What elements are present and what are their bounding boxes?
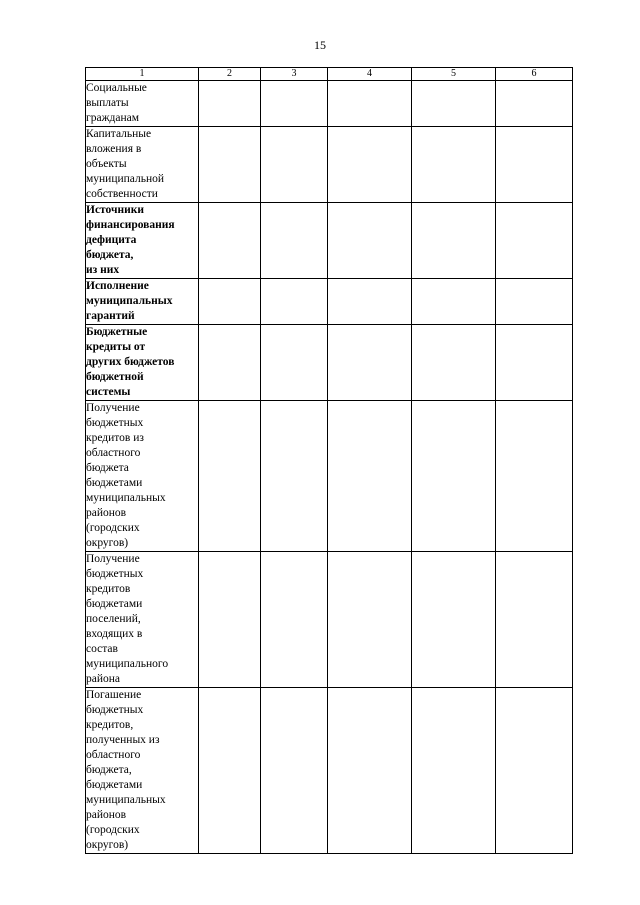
- cell-col-5: [412, 325, 496, 401]
- row-label-line: округов): [86, 839, 129, 851]
- row-label-line: муниципального: [86, 658, 169, 670]
- row-label-line: бюджетами: [86, 779, 143, 791]
- row-label-line: бюджета: [86, 462, 129, 474]
- cell-col-5: [412, 552, 496, 688]
- cell-col-2: [199, 325, 261, 401]
- cell-col-2: [199, 688, 261, 854]
- cell-col-5: [412, 81, 496, 127]
- row-label-line: объекты: [86, 158, 127, 170]
- column-header-2: 2: [199, 68, 261, 81]
- column-header-3: 3: [261, 68, 328, 81]
- cell-col-4: [328, 279, 412, 325]
- row-label-line: кредитов,: [86, 719, 134, 731]
- table-row: [86, 127, 573, 203]
- cell-col-3: [261, 81, 328, 127]
- table-row: [86, 279, 573, 325]
- cell-col-5: [412, 279, 496, 325]
- row-label-line: системы: [86, 386, 131, 398]
- cell-col-3: [261, 688, 328, 854]
- row-label-line: бюджетной: [86, 371, 144, 383]
- cell-col-2: [199, 81, 261, 127]
- row-label-line: муниципальных: [86, 794, 166, 806]
- row-label-line: района: [86, 673, 121, 685]
- table-row: [86, 552, 573, 688]
- row-label-line: гражданам: [86, 112, 140, 124]
- row-label-line: Получение: [86, 553, 140, 565]
- column-header-5: 5: [412, 68, 496, 81]
- row-label: [86, 325, 199, 401]
- row-label-line: муниципальной: [86, 173, 165, 185]
- row-label-line: полученных из: [86, 734, 160, 746]
- row-label-line: из них: [86, 264, 120, 276]
- cell-col-3: [261, 127, 328, 203]
- row-label-line: входящих в: [86, 628, 143, 640]
- cell-col-6: [496, 81, 573, 127]
- row-label-line: Источники: [86, 204, 144, 216]
- cell-col-5: [412, 688, 496, 854]
- row-label-line: бюджетами: [86, 477, 143, 489]
- cell-col-4: [328, 552, 412, 688]
- row-label-line: областного: [86, 447, 141, 459]
- cell-col-2: [199, 401, 261, 552]
- cell-col-3: [261, 203, 328, 279]
- cell-col-3: [261, 552, 328, 688]
- row-label-line: районов: [86, 507, 127, 519]
- row-label-line: (городских: [86, 522, 140, 534]
- table-row: [86, 401, 573, 552]
- cell-col-6: [496, 279, 573, 325]
- row-label-line: Погашение: [86, 689, 142, 701]
- cell-col-6: [496, 203, 573, 279]
- table-row: [86, 325, 573, 401]
- row-label-line: кредитов: [86, 583, 131, 595]
- row-label-line: муниципальных: [86, 295, 173, 307]
- table-row: [86, 688, 573, 854]
- row-label-line: Исполнение: [86, 280, 149, 292]
- row-label-line: других бюджетов: [86, 356, 175, 368]
- cell-col-4: [328, 688, 412, 854]
- row-label-line: финансирования: [86, 219, 175, 231]
- row-label-line: бюджетных: [86, 568, 144, 580]
- cell-col-3: [261, 279, 328, 325]
- column-header-4: 4: [328, 68, 412, 81]
- row-label-line: бюджетных: [86, 417, 144, 429]
- cell-col-2: [199, 552, 261, 688]
- cell-col-5: [412, 203, 496, 279]
- cell-col-3: [261, 401, 328, 552]
- row-label: [86, 81, 199, 127]
- cell-col-2: [199, 279, 261, 325]
- row-label-line: вложения в: [86, 143, 142, 155]
- row-label-line: дефицита: [86, 234, 137, 246]
- cell-col-4: [328, 81, 412, 127]
- row-label-line: собственности: [86, 188, 158, 200]
- row-label-line: кредиты от: [86, 341, 146, 353]
- row-label: [86, 203, 199, 279]
- row-label: [86, 552, 199, 688]
- cell-col-3: [261, 325, 328, 401]
- row-label-line: выплаты: [86, 97, 129, 109]
- row-label: [86, 688, 199, 854]
- table-row: [86, 203, 573, 279]
- row-label-line: кредитов из: [86, 432, 144, 444]
- row-label-line: муниципальных: [86, 492, 166, 504]
- cell-col-4: [328, 127, 412, 203]
- row-label-line: поселений,: [86, 613, 141, 625]
- column-header-6: 6: [496, 68, 573, 81]
- row-label-line: округов): [86, 537, 129, 549]
- cell-col-5: [412, 127, 496, 203]
- cell-col-4: [328, 401, 412, 552]
- row-label-line: (городских: [86, 824, 140, 836]
- cell-col-2: [199, 203, 261, 279]
- row-label-line: Капитальные: [86, 128, 152, 140]
- row-label-line: бюджета,: [86, 764, 132, 776]
- header-row: [86, 68, 573, 81]
- row-label-line: состав: [86, 643, 118, 655]
- row-label-line: районов: [86, 809, 127, 821]
- row-label-line: Получение: [86, 402, 140, 414]
- column-header-1: 1: [86, 68, 199, 81]
- row-label-line: бюджета,: [86, 249, 134, 261]
- cell-col-5: [412, 401, 496, 552]
- cell-col-2: [199, 127, 261, 203]
- cell-col-4: [328, 325, 412, 401]
- cell-col-6: [496, 688, 573, 854]
- page-number: 15: [314, 38, 326, 52]
- cell-col-6: [496, 552, 573, 688]
- cell-col-6: [496, 325, 573, 401]
- row-label: [86, 127, 199, 203]
- row-label-line: Бюджетные: [86, 326, 148, 338]
- budget-table: [85, 67, 573, 854]
- row-label-line: областного: [86, 749, 141, 761]
- row-label-line: бюджетных: [86, 704, 144, 716]
- cell-col-6: [496, 401, 573, 552]
- row-label-line: бюджетами: [86, 598, 143, 610]
- row-label-line: гарантий: [86, 310, 135, 322]
- row-label: [86, 279, 199, 325]
- cell-col-6: [496, 127, 573, 203]
- table-row: [86, 81, 573, 127]
- row-label: [86, 401, 199, 552]
- row-label-line: Социальные: [86, 82, 147, 94]
- cell-col-4: [328, 203, 412, 279]
